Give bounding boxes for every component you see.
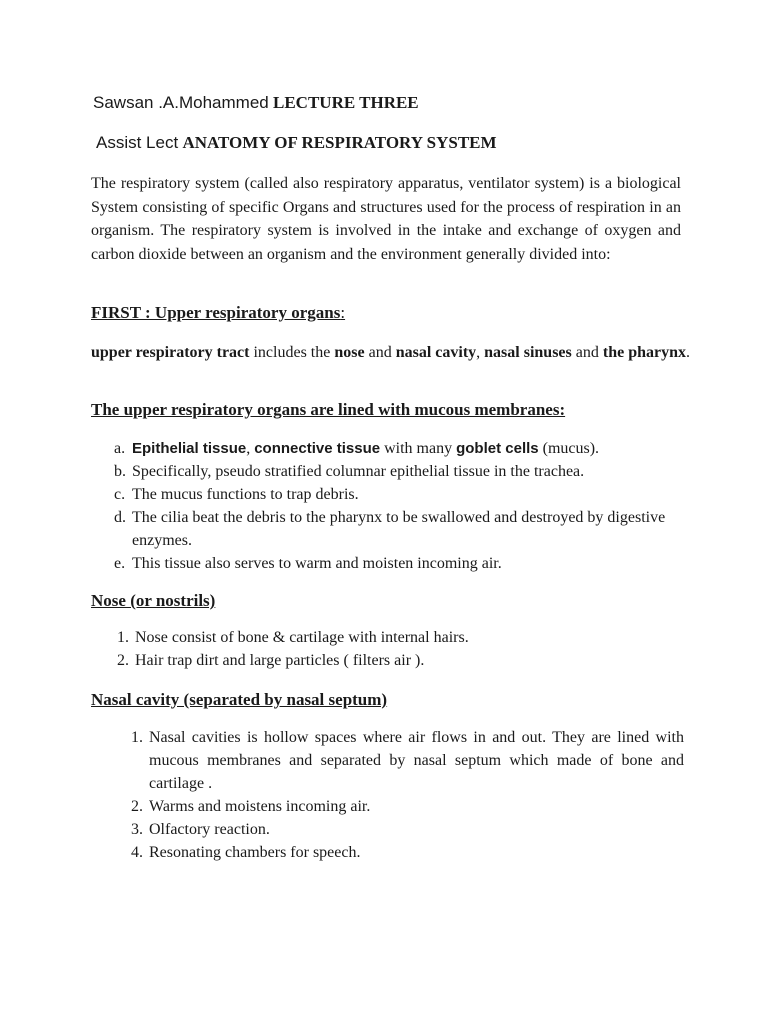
lined-list bbox=[114, 437, 674, 575]
list-item bbox=[131, 818, 684, 841]
list-item bbox=[131, 795, 684, 818]
text-span: and bbox=[364, 344, 396, 361]
nose-list bbox=[117, 626, 677, 672]
term-nasal-cavity: nasal cavity bbox=[395, 344, 477, 361]
text-span: includes the bbox=[249, 344, 335, 361]
text-span: . bbox=[685, 344, 690, 361]
heading-colon: : bbox=[340, 303, 346, 322]
upper-tract-paragraph bbox=[91, 341, 691, 365]
author-name: Sawsan .A.Mohammed bbox=[93, 93, 269, 112]
term-goblet: goblet cells bbox=[456, 440, 539, 457]
list-item bbox=[114, 483, 674, 506]
title-line bbox=[96, 133, 497, 153]
list-marker: d. bbox=[114, 509, 126, 526]
list-item bbox=[114, 460, 674, 483]
author-line bbox=[93, 93, 419, 113]
list-marker: 2. bbox=[131, 798, 143, 815]
list-item-text: Nasal cavities is hollow spaces where air flows in and out. They are lined with mucous membranes and separated by nasal septum which made of bone and cartilage . bbox=[149, 729, 684, 792]
list-item-text: The cilia beat the debris to the pharynx to be swallowed and destroyed by digestive enzymes. bbox=[132, 509, 666, 549]
nasal-cavity-list bbox=[131, 726, 684, 864]
list-item bbox=[114, 552, 674, 575]
list-marker: 3. bbox=[131, 821, 143, 838]
list-item bbox=[117, 626, 677, 649]
list-marker: a. bbox=[114, 440, 126, 457]
list-item-text: This tissue also serves to warm and moisten incoming air. bbox=[132, 555, 502, 572]
text-span: , bbox=[246, 440, 255, 457]
term-nasal-sinuses: nasal sinuses bbox=[484, 344, 572, 361]
text-span: , bbox=[476, 344, 485, 361]
term-upper-tract: upper respiratory tract bbox=[91, 344, 250, 361]
section-heading-first bbox=[91, 303, 345, 323]
intro-paragraph: The respiratory system (called also respiratory apparatus, ventilator system) is a biological System consisting of specific Organs and structures used for the process of respiration in an organism. The respiratory system is involved in the intake and exchange of oxygen and carbon dioxide between an organism and the environment generally divided into: bbox=[91, 175, 681, 263]
lecture-number: LECTURE THREE bbox=[273, 93, 419, 112]
list-item-text: Nose consist of bone & cartilage with internal hairs. bbox=[135, 629, 469, 646]
term-epithelial: Epithelial tissue bbox=[132, 440, 247, 457]
list-marker: c. bbox=[114, 486, 126, 503]
list-item bbox=[117, 649, 677, 672]
term-connective: connective tissue bbox=[254, 440, 381, 457]
document-title: ANATOMY OF RESPIRATORY SYSTEM bbox=[182, 133, 497, 152]
list-item-text: Olfactory reaction. bbox=[149, 821, 270, 838]
list-item-text: Resonating chambers for speech. bbox=[149, 844, 361, 861]
text-span: with many bbox=[380, 440, 457, 457]
term-nose: nose bbox=[334, 344, 365, 361]
list-item bbox=[131, 726, 684, 795]
list-item-text: Specifically, pseudo stratified columnar epithelial tissue in the trachea. bbox=[132, 463, 585, 480]
list-marker: 1. bbox=[117, 629, 129, 646]
section-heading-nose: Nose (or nostrils) bbox=[91, 591, 216, 610]
term-pharynx: the pharynx bbox=[602, 344, 686, 361]
list-item bbox=[114, 506, 672, 552]
list-item bbox=[131, 841, 684, 864]
list-marker: 4. bbox=[131, 844, 143, 861]
list-marker: b. bbox=[114, 463, 126, 480]
list-marker: 1. bbox=[131, 729, 143, 746]
text-span: and bbox=[571, 344, 603, 361]
list-item-text: The mucus functions to trap debris. bbox=[132, 486, 359, 503]
section-heading-first-text: FIRST : Upper respiratory organs bbox=[91, 303, 341, 322]
list-marker: 2. bbox=[117, 652, 129, 669]
list-item-text: Warms and moistens incoming air. bbox=[149, 798, 371, 815]
list-item bbox=[114, 437, 674, 460]
list-marker: e. bbox=[114, 555, 126, 572]
section-heading-lined: The upper respiratory organs are lined with mucous membranes: bbox=[91, 400, 566, 419]
author-role: Assist Lect bbox=[96, 133, 179, 152]
list-item-text: Hair trap dirt and large particles ( filters air ). bbox=[135, 652, 425, 669]
text-span: (mucus). bbox=[538, 440, 600, 457]
section-heading-nasal-cavity: Nasal cavity (separated by nasal septum) bbox=[91, 690, 388, 709]
